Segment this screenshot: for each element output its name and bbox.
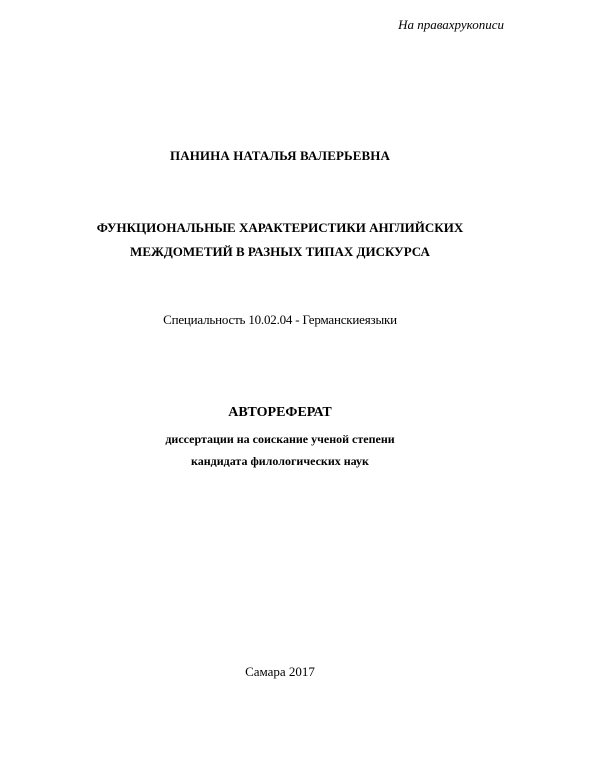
specialty-line: Специальность 10.02.04 - Германскиеязыки bbox=[163, 312, 397, 327]
degree-line-2: кандидата филологических наук bbox=[191, 454, 369, 468]
abstract-heading: АВТОРЕФЕРАТ bbox=[228, 405, 332, 420]
degree-line-1: диссертации на соискание ученой степени bbox=[165, 432, 395, 446]
dissertation-title-line-1: ФУНКЦИОНАЛЬНЫЕ ХАРАКТЕРИСТИКИ АНГЛИЙСКИХ bbox=[96, 220, 464, 235]
manuscript-note: На правахрукописи bbox=[398, 17, 504, 32]
author-name: ПАНИНА НАТАЛЬЯ ВАЛЕРЬЕВНА bbox=[170, 148, 390, 163]
dissertation-title-line-2: МЕЖДОМЕТИЙ В РАЗНЫХ ТИПАХ ДИСКУРСА bbox=[130, 244, 430, 259]
city-year: Самара 2017 bbox=[245, 664, 315, 679]
